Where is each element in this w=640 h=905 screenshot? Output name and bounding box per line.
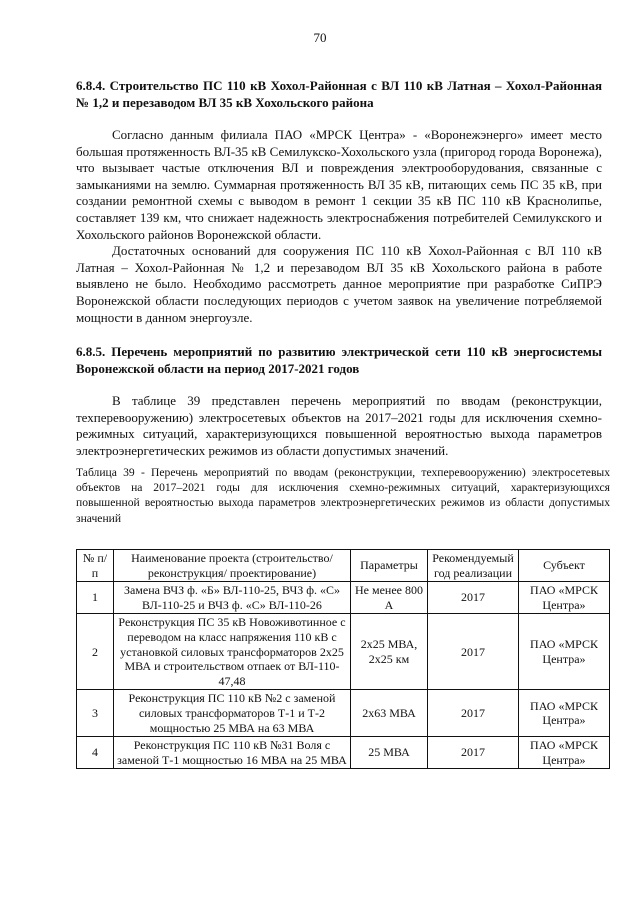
cell-subject: ПАО «МРСК Центра» [519, 737, 610, 769]
cell-parameters: 25 МВА [351, 737, 428, 769]
cell-year: 2017 [428, 582, 519, 614]
section-heading-6-8-4: 6.8.4. Строительство ПС 110 кВ Хохол-Районная с ВЛ 110 кВ Латная – Хохол-Районная № 1,2 и перезаводом ВЛ 35 кВ Хохольского района [76, 78, 602, 110]
cell-number: 2 [77, 614, 114, 690]
table-caption [76, 465, 610, 526]
cell-project-name: Реконструкция ПС 110 кВ №2 с заменой силовых трансформаторов Т-1 и Т-2 мощностью 25 МВА на 63 МВА [114, 690, 351, 737]
paragraph: В таблице 39 представлен перечень мероприятий по вводам (реконструкции, техперевооружению) электросетевых объектов на 2017–2021 годы для исключения схемно-режимных ситуаций, характеризующихся повышенной вероятностью выхода параметров электроэнергетических режимов из области допустимых значений. [76, 393, 602, 458]
table-row [77, 737, 610, 769]
cell-project-name: Реконструкция ПС 35 кВ Новоживотинное с переводом на класс напряжения 110 кВ с установкой силовых трансформаторов 2х25 МВА и строительством отпаек от ВЛ-110-47,48 [114, 614, 351, 690]
header-year: Рекомендуемый год реализации [428, 550, 519, 582]
cell-parameters: 2х25 МВА, 2х25 км [351, 614, 428, 690]
header-project-name: Наименование проекта (строительство/реконструкция/ проектирование) [114, 550, 351, 582]
header-subject: Субъект [519, 550, 610, 582]
section-6-8-5-body [76, 393, 602, 459]
measures-table [76, 549, 610, 769]
table-row [77, 690, 610, 737]
cell-number: 3 [77, 690, 114, 737]
table-row [77, 614, 610, 690]
table-caption-text: Таблица 39 - Перечень мероприятий по вводам (реконструкции, техперевооружению) электросетевых объектов на 2017–2021 годы для исключения схемно-режимных ситуаций, характеризующихся повышенной вероятностью выхода параметров электроэнергетических режимов из области допустимых значений [76, 466, 610, 525]
cell-subject: ПАО «МРСК Центра» [519, 582, 610, 614]
cell-parameters: Не менее 800 А [351, 582, 428, 614]
cell-number: 1 [77, 582, 114, 614]
cell-year: 2017 [428, 614, 519, 690]
cell-project-name: Замена ВЧЗ ф. «Б» ВЛ-110-25, ВЧЗ ф. «С» ВЛ-110-25 и ВЧЗ ф. «С» ВЛ-110-26 [114, 582, 351, 614]
section-heading-6-8-5: 6.8.5. Перечень мероприятий по развитию электрической сети 110 кВ энергосистемы Воронежской области на период 2017-2021 годов [76, 344, 602, 376]
cell-parameters: 2х63 МВА [351, 690, 428, 737]
cell-subject: ПАО «МРСК Центра» [519, 690, 610, 737]
page-number: 70 [313, 30, 327, 45]
table-header-row [77, 550, 610, 582]
section-6-8-4-body [76, 127, 602, 326]
header-number: № п/п [77, 550, 114, 582]
cell-subject: ПАО «МРСК Центра» [519, 614, 610, 690]
cell-year: 2017 [428, 737, 519, 769]
header-parameters: Параметры [351, 550, 428, 582]
paragraph: Достаточных оснований для сооружения ПС 110 кВ Хохол-Районная с ВЛ 110 кВ Латная – Хохол-Районная № 1,2 и перезаводом ВЛ 35 кВ Хохольского района в работе выявлено не было. Необходимо рассмотреть данное мероприятие при разработке СиПРЭ Воронежской области последующих периодов с учетом заявок на увеличение потребляемой мощности в данном энергоузле. [76, 243, 602, 325]
cell-number: 4 [77, 737, 114, 769]
cell-project-name: Реконструкция ПС 110 кВ №31 Воля с заменой Т-1 мощностью 16 МВА на 25 МВА [114, 737, 351, 769]
cell-year: 2017 [428, 690, 519, 737]
paragraph: Согласно данным филиала ПАО «МРСК Центра» - «Воронежэнерго» имеет место большая протяженность ВЛ-35 кВ Семилукско-Хохольского узла (пригород города Воронежа), что вызывает частые отключения ВЛ и повреждения электрооборудования, связанные с замыканиями на землю. Суммарная протяженность ВЛ 35 кВ, питающих семь ПС 35 кВ, при создании ремонтной схемы с выводом в ремонт 1 секции 35 кВ ПС 110 кВ Краснолипье, составляет 139 км, что снижает надежность электроснабжения потребителей Семилукского и Хохольского районов Воронежской области. [76, 127, 602, 242]
table-row [77, 582, 610, 614]
